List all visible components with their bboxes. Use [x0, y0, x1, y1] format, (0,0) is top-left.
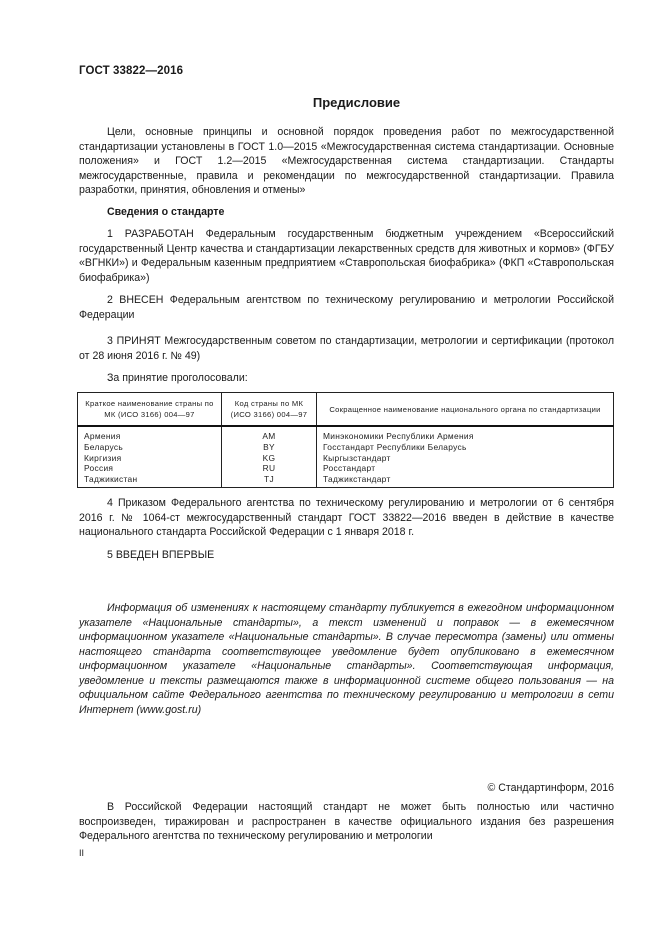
country-code: KG — [222, 453, 317, 464]
table-row — [78, 442, 614, 453]
country-code: RU — [222, 463, 317, 474]
national-body: Минэкономики Республики Армения — [317, 426, 614, 442]
table-row — [78, 474, 614, 487]
copyright-line: © Стандартинформ, 2016 — [487, 782, 614, 794]
country-code: AM — [222, 426, 317, 442]
country-code: TJ — [222, 474, 317, 487]
national-body: Таджикстандарт — [317, 474, 614, 487]
country-name: Киргизия — [78, 453, 222, 464]
table-row — [78, 463, 614, 474]
change-notice: Информация об изменениях к настоящему стандарту публикуется в ежегодном информационном указателе «Национальные стандарты», а текст изменений и поправок — в ежемесячном информационном указателе «Национальные стандарты». В случае пересмотра (замены) или отмены настоящего стандарта соответствующее уведомление будет опубликовано в ежемесячном информационном указателе «Национальные стандарты». Соответствующая информация, уведомление и тексты размещаются также в информационной системе общего пользования — на официальном сайте Федерального агентства по техническому регулированию и метрологии в сети Интернет (www.gost.ru) — [79, 602, 614, 716]
national-body: Госстандарт Республики Беларусь — [317, 442, 614, 453]
table-row — [78, 426, 614, 442]
item-enacted: 4 Приказом Федерального агентства по техническому регулированию и метрологии от 6 сентября 2016 г. № 1064-ст межгосударственный стандарт ГОСТ 33822—2016 введен в действие в качестве национального стандарта Российской Федерации с 1 января 2018 г. — [79, 497, 614, 538]
document-id-header: ГОСТ 33822—2016 — [79, 65, 184, 77]
reproduction-notice: В Российской Федерации настоящий стандарт не может быть полностью или частично воспроизведен, тиражирован и распространен в качестве официального издания без разрешения Федерального агентства по техническому регулированию и метрологии — [79, 801, 614, 842]
page-title: Предисловие — [312, 95, 401, 110]
table-header-row — [78, 393, 614, 427]
national-body: Кыргызстандарт — [317, 453, 614, 464]
item-developed: 1 РАЗРАБОТАН Федеральным государственным бюджетным учреждением «Всероссийский государственный Центр качества и стандартизации лекарственных средств для животных и кормов» (ФГБУ «ВГНКИ») и Федеральным казенным предприятием «Ставропольская биофабрика» (ФКП «Ставропольская биофабрика») — [79, 228, 614, 284]
table-row — [78, 453, 614, 464]
header-country-code: Код страны по МК (ИСО 3166) 004—97 — [222, 393, 317, 427]
item-adopted: 3 ПРИНЯТ Межгосударственным советом по стандартизации, метрологии и сертификации (протокол от 28 июня 2016 г. № 49) — [79, 335, 614, 362]
header-country-name: Краткое наименование страны по МК (ИСО 3166) 004—97 — [78, 393, 222, 427]
item-first-introduced: 5 ВВЕДЕН ВПЕРВЫЕ — [107, 549, 215, 561]
country-code: BY — [222, 442, 317, 453]
item-introduced: 2 ВНЕСЕН Федеральным агентством по техническому регулированию и метрологии Российской Федерации — [79, 294, 614, 321]
country-name: Россия — [78, 463, 222, 474]
country-name: Беларусь — [78, 442, 222, 453]
page-number: II — [79, 848, 85, 858]
intro-paragraph: Цели, основные принципы и основной порядок проведения работ по межгосударственной стандартизации установлены в ГОСТ 1.0—2015 «Межгосударственная система стандартизации. Основные положения» и ГОСТ 1.2—2015 «Межгосударственная система стандартизации. Стандарты межгосударственные, правила и рекомендации по межгосударственной стандартизации. Правила разработки, принятия, обновления и отмены» — [79, 126, 614, 196]
country-name: Таджикистан — [78, 474, 222, 487]
voted-label: За принятие проголосовали: — [107, 372, 248, 384]
section-heading: Сведения о стандарте — [107, 206, 225, 218]
member-states-table — [77, 392, 614, 488]
country-name: Армения — [78, 426, 222, 442]
header-national-body: Сокращенное наименование национального органа по стандартизации — [317, 393, 614, 427]
national-body: Росстандарт — [317, 463, 614, 474]
